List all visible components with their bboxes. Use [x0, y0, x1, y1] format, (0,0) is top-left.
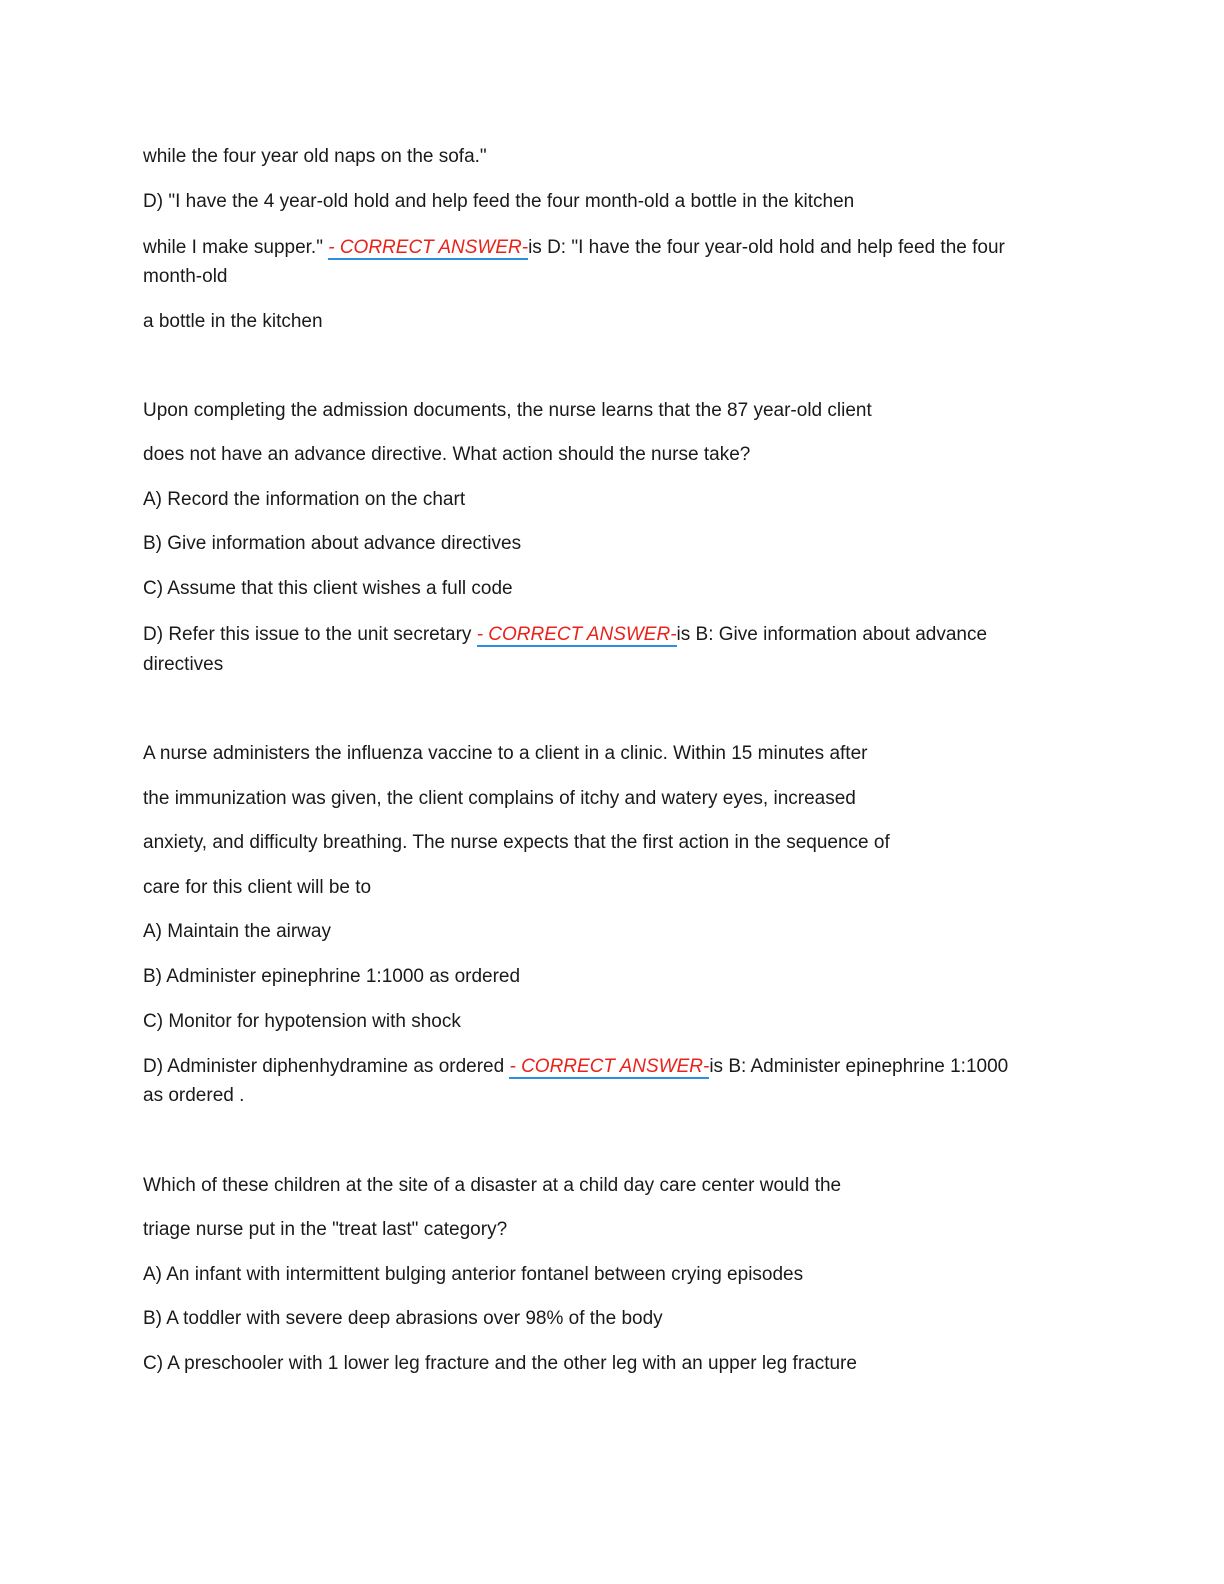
- answer-prefix: D) Refer this issue to the unit secretary: [143, 624, 477, 645]
- option-line: A) Record the information on the chart: [143, 489, 466, 510]
- correct-answer-label: - CORRECT ANSWER-: [509, 1056, 710, 1077]
- answer-text: is B: Give information about advance: [676, 624, 988, 645]
- option-line: A) An infant with intermittent bulging anterior fontanel between crying episodes: [143, 1264, 804, 1285]
- option-line: C) Monitor for hypotension with shock: [143, 1011, 461, 1032]
- answer-continuation: as ordered .: [143, 1085, 245, 1106]
- correct-answer-label: - CORRECT ANSWER-: [328, 237, 529, 258]
- answer-continuation: month-old: [143, 266, 228, 287]
- question-line: care for this client will be to: [143, 877, 372, 898]
- question-line: Which of these children at the site of a disaster at a child day care center would the: [143, 1175, 842, 1196]
- text-line: a bottle in the kitchen: [143, 311, 323, 332]
- answer-line: [143, 1052, 1073, 1081]
- answer-prefix: D) Administer diphenhydramine as ordered: [143, 1056, 510, 1077]
- question-line: does not have an advance directive. What action should the nurse take?: [143, 444, 751, 465]
- answer-text: is B: Administer epinephrine 1:1000: [709, 1056, 1009, 1077]
- question-line: Upon completing the admission documents, the nurse learns that the 87 year-old client: [143, 400, 872, 421]
- option-line: A) Maintain the airway: [143, 921, 331, 942]
- answer-continuation: directives: [143, 654, 224, 675]
- option-line: B) Give information about advance directives: [143, 533, 522, 554]
- question-line: triage nurse put in the "treat last" category?: [143, 1219, 508, 1240]
- answer-prefix: while I make supper.": [143, 237, 329, 258]
- question-line: the immunization was given, the client complains of itchy and watery eyes, increased: [143, 788, 856, 809]
- option-line: B) A toddler with severe deep abrasions over 98% of the body: [143, 1308, 663, 1329]
- correct-answer-label: - CORRECT ANSWER-: [476, 624, 677, 645]
- question-line: anxiety, and difficulty breathing. The nurse expects that the first action in the sequence of: [143, 832, 890, 853]
- option-line: B) Administer epinephrine 1:1000 as ordered: [143, 966, 521, 987]
- answer-line: [143, 620, 1073, 649]
- option-line: C) Assume that this client wishes a full code: [143, 578, 513, 599]
- question-line: A nurse administers the influenza vaccine to a client in a clinic. Within 15 minutes after: [143, 743, 868, 764]
- option-line: C) A preschooler with 1 lower leg fracture and the other leg with an upper leg fracture: [143, 1353, 857, 1374]
- answer-line: [143, 233, 1073, 262]
- text-line: while the four year old naps on the sofa.": [143, 146, 487, 167]
- text-line: D) "I have the 4 year-old hold and help feed the four month-old a bottle in the kitchen: [143, 191, 855, 212]
- answer-text: is D: "I have the four year-old hold and help feed the four: [528, 237, 1005, 258]
